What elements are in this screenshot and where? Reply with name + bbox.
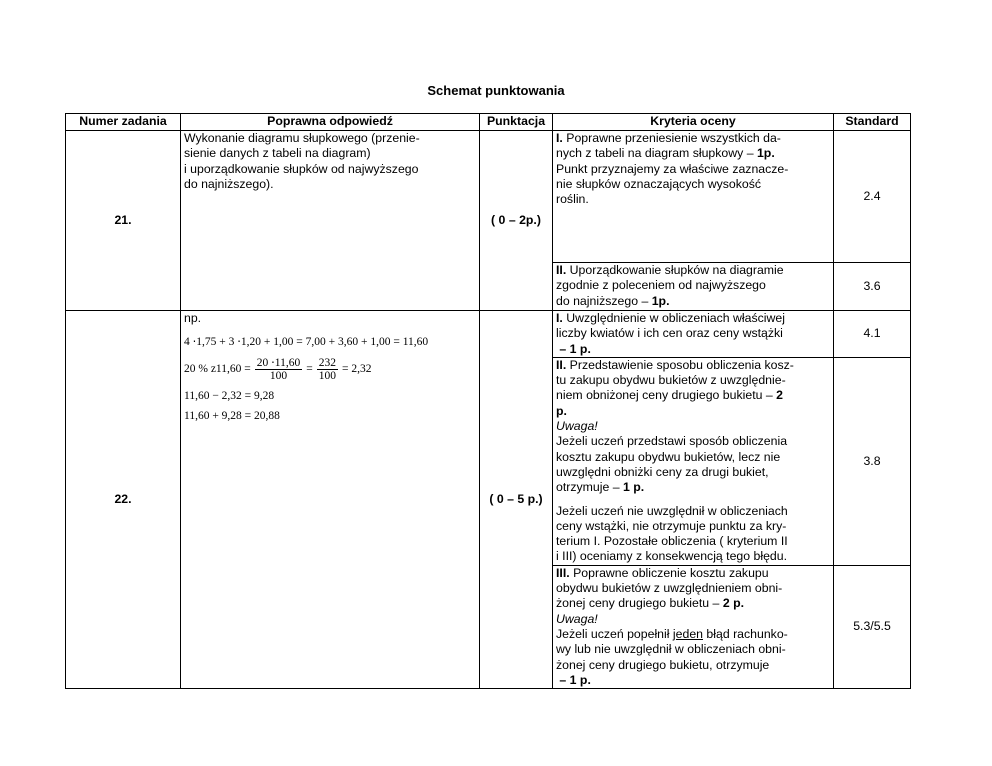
task-22-criterion-3: III. Poprawne obliczenie kosztu zakupu obydwu bukietów z uwzględnieniem obni- żonej ceny drugiego bukietu – 2 p. Uwaga! Jeżeli uczeń popełnił jeden błąd rachunko- wy lub nie uwzględnił w obliczeniach obni- żonej ceny drugiego bukietu, otrzymuje – 1 p. <box>553 565 834 688</box>
task-22-number: 22. <box>66 311 181 689</box>
table-row <box>66 131 911 263</box>
task-22-standard-1: 4.1 <box>834 311 911 358</box>
task-22-answer: np. 4 ⋅1,75 + 3 ⋅1,20 + 1,00 = 7,00 + 3,60 + 1,00 = 11,60 20 % z11,60 = $\frac{20 \cdot 11,60}{100}$ = $\frac{232}{100}$ = 2,32 11,60 − 2,32 = 9,28 11,60 + 9,28 = 20,88 <box>181 311 480 689</box>
calculation: 4 ⋅1,75 + 3 ⋅1,20 + 1,00 = 7,00 + 3,60 + 1,00 = 11,60 20 % z11,60 = $\frac{20 \cdot 11,60}{100}$ = $\frac{232}{100}$ = 2,32 11,60 − 2,32 = 9,28 11,60 + 9,28 = 20,88 <box>184 336 429 423</box>
task-21-criterion-2: II. Uporządkowanie słupków na diagramie zgodnie z poleceniem od najwyższego do najniższego – 1p. <box>553 263 834 311</box>
task-22-standard-3: 5.3/5.5 <box>834 565 911 688</box>
task-22-criterion-2: II. Przedstawienie sposobu obliczenia kosz- tu zakupu obydwu bukietów z uwzględnie- niem obniżonej ceny drugiego bukietu – 2 p. Uwaga! Jeżeli uczeń przedstawi sposób obliczenia kosztu zakupu obydwu bukietów, lecz nie uwzględni obniżki ceny za drugi bukiet, otrzymuje – 1 p. Jeżeli uczeń nie uwzględnił w obliczeniach ceny wstążki, nie otrzymuje punktu za kry- terium I. Pozostałe obliczenia ( kryterium II i III) oceniamy z konsekwencją tego błędu. <box>553 357 834 565</box>
header-row <box>66 114 911 131</box>
task-22-points: ( 0 – 5 p.) <box>480 311 553 689</box>
task-21-number: 21. <box>66 131 181 311</box>
header-points: Punktacja <box>480 114 553 131</box>
task-21-standard-1: 2.4 <box>834 131 911 263</box>
page-title: Schemat punktowania <box>427 83 565 98</box>
header-task-number: Numer zadania <box>66 114 181 131</box>
task-22-standard-2: 3.8 <box>834 357 911 565</box>
header-standard: Standard <box>834 114 911 131</box>
header-criteria: Kryteria oceny <box>553 114 834 131</box>
table-row <box>66 311 911 358</box>
task-22-criterion-1: I. Uwzględnienie w obliczeniach właściwej liczby kwiatów i ich cen oraz ceny wstążki – 1 p. <box>553 311 834 358</box>
scoring-table <box>65 113 911 689</box>
task-21-points: ( 0 – 2p.) <box>480 131 553 311</box>
task-21-standard-2: 3.6 <box>834 263 911 311</box>
task-21-criterion-1: I. Poprawne przeniesienie wszystkich da- nych z tabeli na diagram słupkowy – 1p. Punkt przyznajemy za właściwe zaznacze- nie słupków oznaczających wysokość roślin. <box>553 131 834 263</box>
task-21-answer: Wykonanie diagramu słupkowego (przenie- sienie danych z tabeli na diagram) i uporządkowanie słupków od najwyższego do najniższego). <box>181 131 480 311</box>
header-correct-answer: Poprawna odpowiedź <box>181 114 480 131</box>
